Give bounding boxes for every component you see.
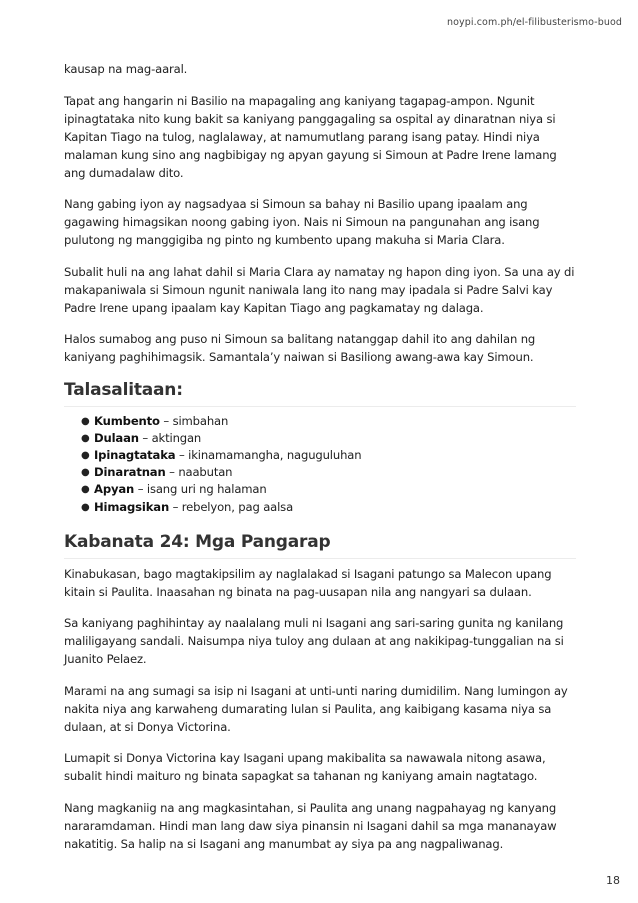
vocab-item (81, 481, 576, 498)
vocab-term: Dulaan (94, 430, 139, 445)
paragraph: Subalit huli na ang lahat dahil si Maria Clara ay namatay ng hapon ding iyon. Sa una ay di makapaniwala si Simoun ngunit naniwala lang ito nang may ipadala si Padre Salvi kay Padre Irene upang ipaalam kay Kapitan Tiago ang pagkamatay ng dalaga. (64, 264, 575, 315)
vocab-item (81, 499, 576, 516)
paragraph: Sa kaniyang paghihintay ay naalalang muli ni Isagani ang sari-saring gunita ng kanilang maliligayang sandali. Naisumpa niya tuloy ang dulaan at ang nakikipag-tunggalian na si Juanito Pelaez. (64, 616, 564, 667)
vocab-term: Kumbento (94, 413, 160, 428)
bullet-icon: ● (81, 432, 90, 444)
vocab-definition: isang uri ng halaman (146, 482, 267, 497)
paragraph: Tapat ang hangarin ni Basilio na mapagaling ang kaniyang tagapag-ampon. Ngunit ipinagtataka nito kung bakit sa kaniyang panggagaling sa ospital ay dinaratnan niya si Kapitan Tiago na tulog, naglalaway, at namumutlang parang isang patay. Hindi niya malaman kung sino ang nagbibigay ng apyan gayung si Simoun at Padre Irene lamang ang dumadalaw dito. (64, 93, 557, 180)
vocab-separator: – (138, 430, 152, 445)
source-url: noypi.com.ph/el-filibusterismo-buod (446, 17, 622, 28)
vocab-term: Apyan (94, 482, 135, 497)
page-number: 18 (606, 874, 620, 887)
vocab-definition: naabutan (178, 465, 233, 480)
vocab-definition: ikinamamangha, naguguluhan (188, 447, 362, 462)
bullet-icon: ● (81, 467, 90, 479)
vocab-separator: – (175, 447, 189, 462)
bullet-icon: ● (81, 501, 90, 513)
paragraph: Lumapit si Donya Victorina kay Isagani upang makibalita sa nawawala nitong asawa, subalit hindi maituro ng binata sapagkat sa tahanan ng kaniyang amain nagtatago. (64, 751, 546, 784)
paragraph: Kinabukasan, bago magtakipsilim ay naglalakad si Isagani patungo sa Malecon upang kitain si Paulita. Inaasahan ng binata na pag-uusapan nila ang nangyari sa dulaan. (64, 566, 552, 599)
vocab-item (81, 430, 576, 447)
bullet-icon: ● (81, 449, 90, 461)
paragraph: Nang magkaniig na ang magkasintahan, si Paulita ang unang nagpahayag ng kanyang nararamdaman. Hindi man lang daw siya pinansin ni Isagani dahil sa mga mananayaw nakatitig. Sa halip na si Isagani ang manumbat ay siya pa ang nagpaliwanag. (64, 800, 557, 851)
vocab-list (64, 413, 576, 516)
vocab-separator: – (169, 499, 182, 514)
vocab-definition: rebelyon, pag aalsa (181, 499, 294, 514)
vocab-item (81, 464, 576, 481)
vocab-term: Ipinagtataka (94, 447, 176, 462)
vocab-definition: simbahan (172, 413, 229, 428)
vocab-separator: – (134, 482, 147, 497)
paragraph: Nang gabing iyon ay nagsadyaa si Simoun sa bahay ni Basilio upang ipaalam ang gagawing himagsikan noong gabing iyon. Nais ni Simoun na pangunahan ang isang pulutong ng manggigiba ng pinto ng kumbento upang makuha si Maria Clara. (64, 197, 540, 247)
vocab-definition: aktingan (151, 430, 202, 445)
vocab-separator: – (165, 465, 179, 480)
bullet-icon: ● (81, 484, 90, 496)
vocab-term: Himagsikan (94, 499, 170, 514)
paragraph: Halos sumabog ang puso ni Simoun sa balitang natanggap dahil ito ang dahilan ng kaniyang paghihimagsik. Samantala’y naiwan si Basiliong awang-awa kay Simoun. (64, 332, 536, 364)
chapter-heading: Kabanata 24: Mga Pangarap (64, 532, 576, 559)
bullet-icon: ● (81, 415, 90, 427)
vocab-heading: Talasalitaan: (64, 380, 576, 407)
vocab-item (81, 413, 576, 430)
page-content (64, 60, 576, 866)
vocab-term: Dinaratnan (94, 465, 166, 480)
vocab-separator: – (159, 413, 173, 428)
paragraph: kausap na mag-aaral. (64, 62, 188, 76)
paragraph: Marami na ang sumagi sa isip ni Isagani at unti-unti naring dumidilim. Nang lumingon ay nakita niya ang karwaheng dumarating lulan si Paulita, ang kaibigang kasama niya sa dulaan, at si Donya Victorina. (64, 683, 568, 734)
vocab-item (81, 447, 576, 464)
